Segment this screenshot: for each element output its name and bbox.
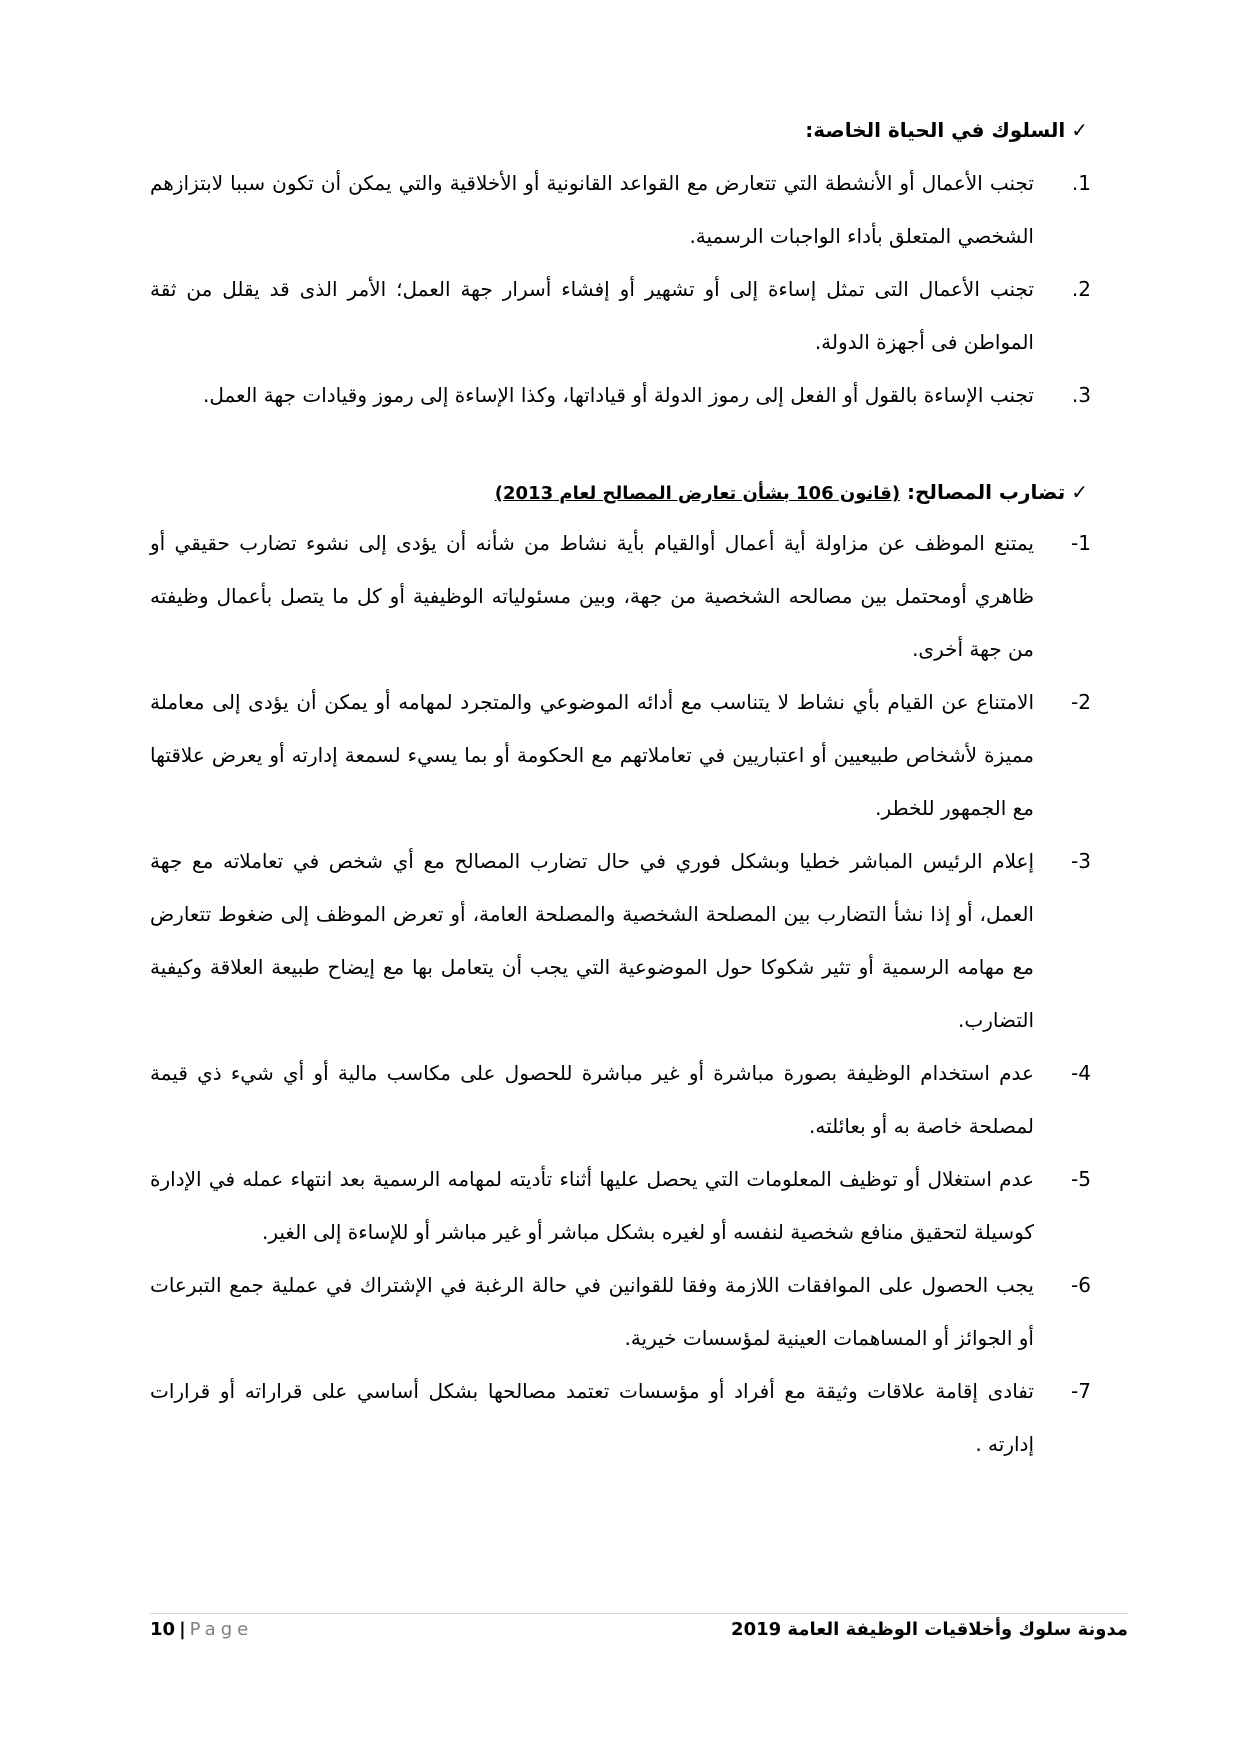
law-reference: (قانون 106 بشأن تعارض المصالح لعام 2013) — [494, 483, 901, 504]
item-text: يمتنع الموظف عن مزاولة أية أعمال أوالقيام بأية نشاط من شأنه أن يؤدى إلى نشوء تضارب حقيقي أو ظاهري أومحتمل بين مصالحه الشخصية من جهة، وبين مسئولياته الوظيفية أو كل ما يتصل بأعمال وظيفته من جهة أخرى. — [150, 531, 1034, 661]
item-number: -5 — [1071, 1167, 1091, 1191]
section-heading-private-life — [805, 118, 1088, 142]
list-item — [150, 369, 1091, 422]
item-number: .2 — [1071, 277, 1091, 301]
list-item — [150, 676, 1091, 835]
footer-separator: | — [179, 1619, 186, 1640]
item-number: .1 — [1071, 171, 1091, 195]
checkmark-icon: ✓ — [1071, 118, 1088, 142]
checkmark-icon: ✓ — [1071, 480, 1088, 504]
list-item — [150, 1259, 1091, 1365]
item-text: تجنب الأعمال أو الأنشطة التي تتعارض مع القواعد القانونية أو الأخلاقية والتي يمكن أن تكون سببا لابتزازهم الشخصي المتعلق بأداء الواجبات الرسمية. — [150, 171, 1034, 248]
item-text: عدم استخدام الوظيفة بصورة مباشرة أو غير مباشرة للحصول على مكاسب مالية أو أي شيء ذي قيمة لمصلحة خاصة به أو بعائلته. — [150, 1061, 1034, 1138]
footer-divider — [150, 1613, 1128, 1614]
conflict-of-interest-list — [150, 517, 1091, 1471]
item-text: تفادى إقامة علاقات وثيقة مع أفراد أو مؤسسات تعتمد مصالحها بشكل أساسي على قراراته أو قرارات إدارته . — [150, 1379, 1034, 1456]
heading-text: السلوك في الحياة الخاصة: — [805, 118, 1066, 142]
item-number: -4 — [1071, 1061, 1091, 1085]
page-indicator — [150, 1619, 253, 1640]
item-number: -6 — [1071, 1273, 1091, 1297]
list-item — [150, 1047, 1091, 1153]
list-item — [150, 517, 1091, 676]
item-text: عدم استغلال أو توظيف المعلومات التي يحصل عليها أثناء تأديته لمهامه الرسمية بعد انتهاء عمله في الإدارة كوسيلة لتحقيق منافع شخصية لنفسه أو لغيره بشكل مباشر أو غير مباشر أو للإساءة إلى الغير. — [150, 1167, 1034, 1244]
item-text: تجنب الأعمال التى تمثل إساءة إلى أو تشهير أو إفشاء أسرار جهة العمل؛ الأمر الذى قد يقلل من ثقة المواطن فى أجهزة الدولة. — [150, 277, 1034, 354]
item-text: تجنب الإساءة بالقول أو الفعل إلى رموز الدولة أو قياداتها، وكذا الإساءة إلى رموز وقيادات جهة العمل. — [202, 383, 1034, 407]
page-label: Page — [189, 1619, 254, 1640]
list-item — [150, 263, 1091, 369]
item-text: يجب الحصول على الموافقات اللازمة وفقا للقوانين في حالة الرغبة في الإشتراك في عملية جمع التبرعات أو الجوائز أو المساهمات العينية لمؤسسات خيرية. — [150, 1273, 1034, 1350]
section-heading-conflict-of-interest — [495, 480, 1088, 504]
item-number: -2 — [1071, 690, 1091, 714]
item-text: الامتناع عن القيام بأي نشاط لا يتناسب مع أدائه الموضوعي والمتجرد لمهامه أو يمكن أن يؤدى إلى معاملة مميزة لأشخاص طبيعيين أو اعتباريين في تعاملاتهم مع الحكومة أو بما يسيء لسمعة إدارته أو يعرض علاقتها مع الجمهور للخطر. — [150, 690, 1034, 820]
item-number: .3 — [1071, 383, 1091, 407]
list-item — [150, 1365, 1091, 1471]
footer-document-title: مدونة سلوك وأخلاقيات الوظيفة العامة 2019 — [731, 1619, 1128, 1640]
list-item — [150, 835, 1091, 1047]
page-number: 10 — [150, 1619, 176, 1640]
item-number: -1 — [1071, 531, 1091, 555]
item-number: -7 — [1071, 1379, 1091, 1403]
item-text: إعلام الرئيس المباشر خطيا وبشكل فوري في حال تضارب المصالح مع أي شخص في تعاملاته مع جهة العمل، أو إذا نشأ التضارب بين المصلحة الشخصية والمصلحة العامة، أو تعرض الموظف إلى ضغوط تتعارض مع مهامه الرسمية أو تثير شكوكا حول الموضوعية التي يجب أن يتعامل بها مع إيضاح طبيعة العلاقة وكيفية التضارب. — [150, 849, 1034, 1032]
item-number: -3 — [1071, 849, 1091, 873]
heading-text: تضارب المصالح: — [907, 480, 1066, 504]
list-item — [150, 1153, 1091, 1259]
private-life-list — [150, 157, 1091, 422]
list-item — [150, 157, 1091, 263]
